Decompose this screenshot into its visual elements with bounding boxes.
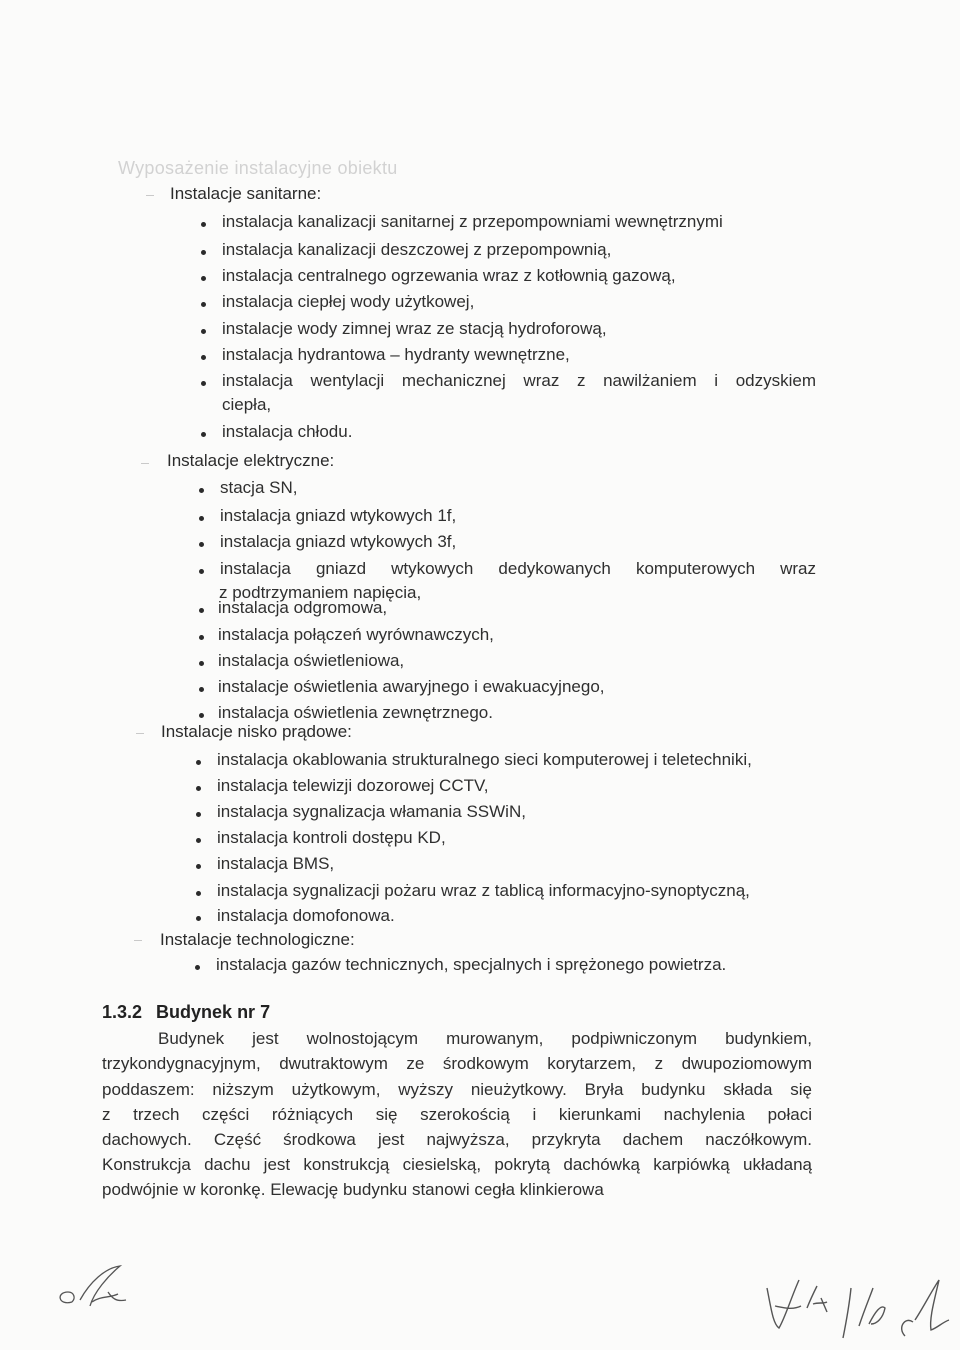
paragraph-line: poddaszem: niższym użytkowym, wyższy nieużytkowy. Bryła budynku składa się <box>102 1080 812 1099</box>
bullet <box>201 381 206 386</box>
bullet <box>196 786 201 791</box>
bullet <box>199 569 204 574</box>
section-dash <box>134 940 142 941</box>
list-item: instalacja połączeń wyrównawczych, <box>218 625 494 644</box>
section-label-low-current: Instalacje nisko prądowe: <box>161 722 352 741</box>
bullet <box>196 838 201 843</box>
bullet <box>201 355 206 360</box>
bullet <box>196 891 201 896</box>
bullet <box>201 276 206 281</box>
section-dash <box>146 195 154 196</box>
bullet <box>196 760 201 765</box>
list-item: instalacja kanalizacji sanitarnej z przepompowniami wewnętrznymi <box>222 212 723 231</box>
paragraph-line: Budynek jest wolnostojącym murowanym, podpiwniczonym budynkiem, <box>158 1029 812 1048</box>
list-item: instalacja sygnalizacji pożaru wraz z tablicą informacyjno-synoptyczną, <box>217 881 750 900</box>
paragraph-line: trzykondygnacyjnym, dwutraktowym ze środkowym korytarzem, z dwupoziomowym <box>102 1054 812 1073</box>
section-heading <box>102 1002 270 1023</box>
list-item: stacja SN, <box>220 478 298 497</box>
list-item: instalacja oświetlenia zewnętrznego. <box>218 703 493 722</box>
bullet <box>196 812 201 817</box>
list-item: instalacja BMS, <box>217 854 335 873</box>
bullet <box>199 687 204 692</box>
list-item: instalacja gniazd wtykowych 3f, <box>220 532 457 551</box>
bullet <box>195 965 200 970</box>
bullet <box>199 713 204 718</box>
bullet <box>196 916 201 921</box>
bullet <box>201 250 206 255</box>
list-item: instalacja kontroli dostępu KD, <box>217 828 446 847</box>
faded-heading: Wyposażenie instalacyjne obiektu <box>118 158 398 178</box>
list-item: instalacja chłodu. <box>222 422 353 441</box>
list-item: instalacja telewizji dozorowej CCTV, <box>217 776 489 795</box>
list-item: instalacje oświetlenia awaryjnego i ewakuacyjnego, <box>218 677 605 696</box>
bullet <box>201 329 206 334</box>
list-item: instalacja okablowania strukturalnego sieci komputerowej i teletechniki, <box>217 750 752 769</box>
bullet <box>199 542 204 547</box>
list-item: instalacje wody zimnej wraz ze stacją hydroforową, <box>222 319 607 338</box>
section-dash <box>141 463 149 464</box>
list-item: instalacja gniazd wtykowych dedykowanych komputerowych wraz <box>220 559 816 578</box>
list-item: instalacja oświetleniowa, <box>218 651 405 670</box>
list-item: instalacja gazów technicznych, specjalnych i sprężonego powietrza. <box>216 955 727 974</box>
bullet <box>199 488 204 493</box>
section-number: 1.3.2 <box>102 1002 143 1022</box>
bullet <box>196 864 201 869</box>
bullet <box>199 635 204 640</box>
section-label-electrical: Instalacje elektryczne: <box>167 451 335 470</box>
list-item: instalacja gniazd wtykowych 1f, <box>220 506 457 525</box>
paragraph-line: z trzech części różniących się szerokością i kierunkami nachylenia połaci <box>102 1105 812 1124</box>
bullet <box>201 302 206 307</box>
paragraph-line: podwójnie w koronkę. Elewację budynku stanowi cegła klinkierowa <box>102 1180 604 1199</box>
bullet <box>199 516 204 521</box>
list-item: instalacja ciepłej wody użytkowej, <box>222 292 475 311</box>
list-item-continuation: ciepła, <box>222 395 272 414</box>
list-item: instalacja odgromowa, <box>218 598 388 617</box>
list-item: instalacja hydrantowa – hydranty wewnętrzne, <box>222 345 570 364</box>
handwritten-initials-left <box>50 1262 140 1318</box>
list-item: instalacja domofonowa. <box>217 906 395 925</box>
list-item: instalacja kanalizacji deszczowej z przepompownią, <box>222 240 612 259</box>
paragraph-line: dachowych. Część środkowa jest najwyższa, przykryta dachem naczółkowym. <box>102 1130 812 1149</box>
paragraph-line: Konstrukcja dachu jest konstrukcją ciesielską, pokrytą dachówką karpiówką układaną <box>102 1155 812 1174</box>
section-dash <box>136 733 144 734</box>
section-label-technological: Instalacje technologiczne: <box>160 930 355 949</box>
bullet <box>199 661 204 666</box>
handwritten-signatures-right <box>755 1268 955 1348</box>
list-item-continuation: z podtrzymaniem napięcia, <box>219 583 422 602</box>
bullet <box>201 432 206 437</box>
section-label-sanitary: Instalacje sanitarne: <box>170 184 322 203</box>
list-item: instalacja wentylacji mechanicznej wraz z nawilżaniem i odzyskiem <box>222 371 816 390</box>
bullet <box>199 608 204 613</box>
bullet <box>201 222 206 227</box>
list-item: instalacja centralnego ogrzewania wraz z kotłownią gazową, <box>222 266 676 285</box>
section-title: Budynek nr 7 <box>156 1002 271 1022</box>
list-item: instalacja sygnalizacja włamania SSWiN, <box>217 802 526 821</box>
